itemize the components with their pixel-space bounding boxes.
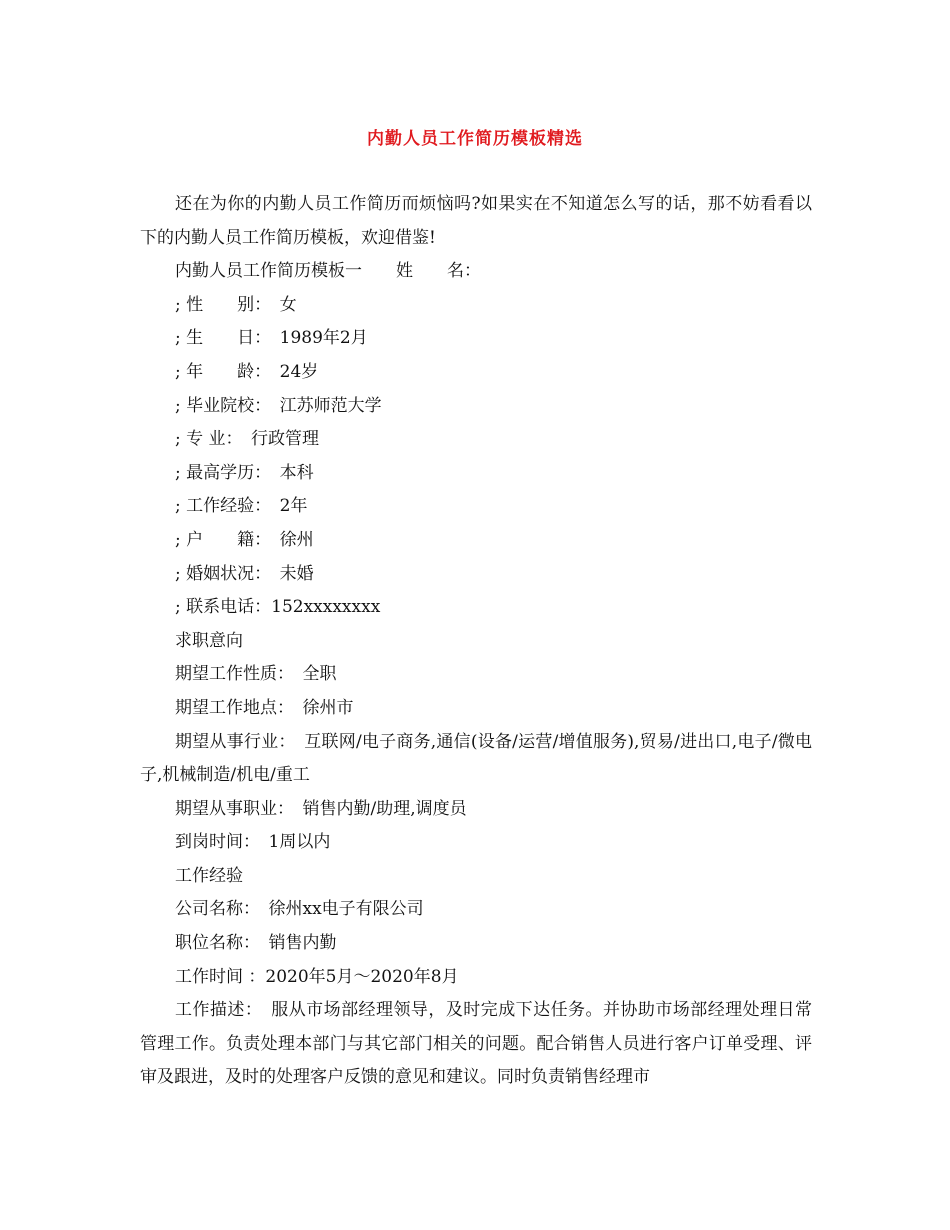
resume-line-industry: 期望从事行业： 互联网/电子商务,通信(设备/运营/增值服务),贸易/进出口,电子/微电子,机械制造/机电/重工 [140, 731, 812, 786]
intro-paragraph: 还在为你的内勤人员工作简历而烦恼吗?如果实在不知道怎么写的话，那不妨看看以下的内勤人员工作简历模板，欢迎借鉴! [140, 194, 812, 248]
section-heading-job-intent: 求职意向 [175, 630, 243, 651]
resume-line-position: 职位名称： 销售内勤 [175, 933, 337, 954]
work-description-paragraph: 工作描述： 服从市场部经理领导，及时完成下达任务。并协助市场部经理处理日常管理工作。负责处理本部门与其它部门相关的问题。配合销售人员进行客户订单受理、评审及跟进，及时的处理客户反馈的意见和建议。同时负责销售经理市 [140, 1000, 812, 1088]
resume-line-gender: ; 性 别： 女 [175, 294, 297, 315]
document-body [140, 188, 812, 1095]
resume-line-experience: ; 工作经验： 2年 [175, 496, 308, 517]
resume-line-age: ; 年 龄： 24岁 [175, 361, 319, 382]
resume-line-marital: ; 婚姻状况： 未婚 [175, 563, 314, 584]
resume-line-phone: ; 联系电话：152xxxxxxxx [175, 597, 381, 618]
resume-line-company: 公司名称： 徐州xx电子有限公司 [175, 899, 424, 920]
resume-line-school: ; 毕业院校： 江苏师范大学 [175, 395, 382, 416]
section-heading-work-experience: 工作经验 [175, 865, 243, 886]
resume-line-work-period: 工作时间 ：2020年5月～2020年8月 [175, 966, 459, 987]
resume-line-birthday: ; 生 日： 1989年2月 [175, 328, 368, 349]
resume-line-job-location: 期望工作地点： 徐州市 [175, 697, 354, 718]
document-title: 内勤人员工作简历模板精选 [367, 129, 583, 149]
resume-line-education: ; 最高学历： 本科 [175, 462, 314, 483]
resume-line-hukou: ; 户 籍： 徐州 [175, 529, 314, 550]
resume-line-major: ; 专 业： 行政管理 [175, 429, 320, 450]
resume-line-header: 内勤人员工作简历模板一 姓 名： [175, 261, 481, 282]
resume-line-job-type: 期望工作性质： 全职 [175, 664, 337, 685]
resume-line-occupation: 期望从事职业： 销售内勤/助理,调度员 [175, 798, 467, 819]
resume-line-start-time: 到岗时间： 1周以内 [175, 832, 331, 853]
